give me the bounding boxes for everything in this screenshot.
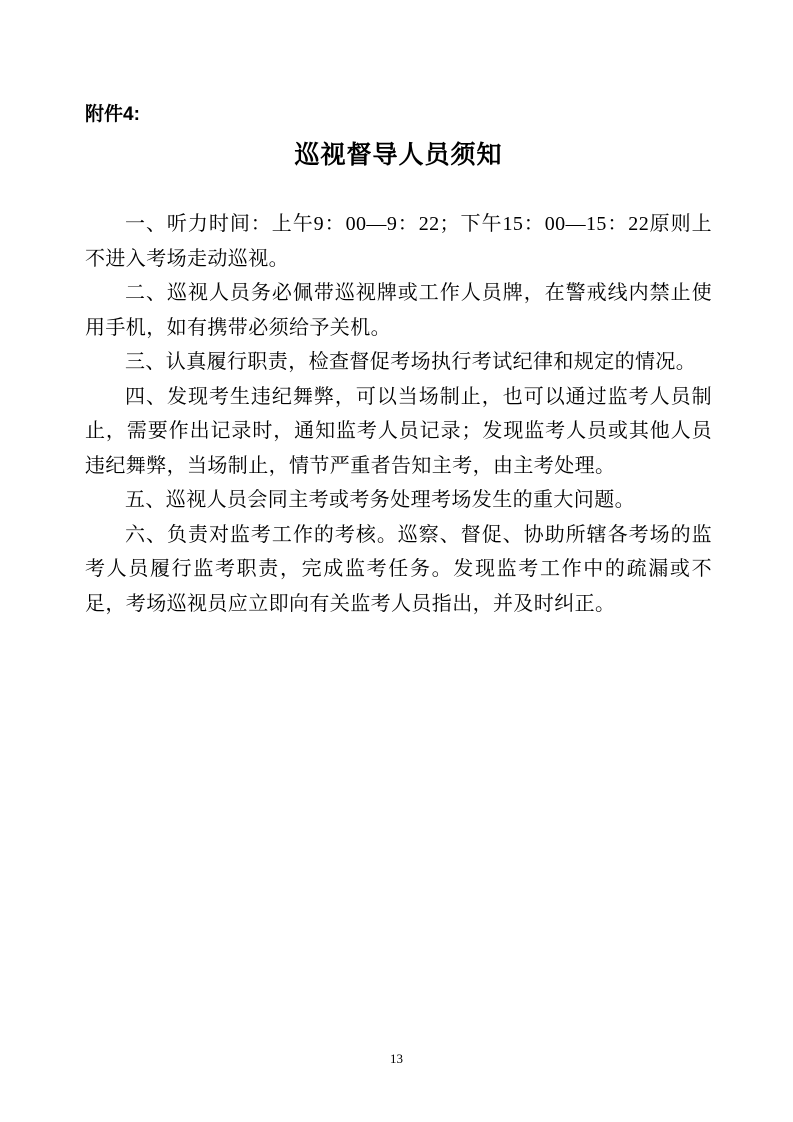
page-title: 巡视督导人员须知 <box>294 141 503 169</box>
notice-item-5: 五、巡视人员会同主考或考务处理考场发生的重大问题。 <box>125 489 635 511</box>
page-number: 13 <box>390 1051 403 1066</box>
notice-item-1: 一、听力时间：上午9：00—9：22；下午15：00—15：22原则上不进入考场走动巡视。 <box>85 213 712 270</box>
document-content <box>85 102 712 621</box>
notice-item-2: 二、巡视人员务必佩带巡视牌或工作人员牌，在警戒线内禁止使用手机，如有携带必须给予关机。 <box>85 282 712 339</box>
notice-item-6: 六、负责对监考工作的考核。巡察、督促、协助所辖各考场的监考人员履行监考职责，完成监考任务。发现监考工作中的疏漏或不足，考场巡视员应立即向有关监考人员指出，并及时纠正。 <box>85 523 712 615</box>
notice-item-4: 四、发现考生违纪舞弊，可以当场制止，也可以通过监考人员制止，需要作出记录时，通知监考人员记录；发现监考人员或其他人员违纪舞弊，当场制止，情节严重者告知主考，由主考处理。 <box>85 385 712 477</box>
attachment-label: 附件4: <box>85 104 140 125</box>
document-body <box>85 207 712 621</box>
notice-item-3: 三、认真履行职责，检查督促考场执行考试纪律和规定的情况。 <box>125 351 697 373</box>
